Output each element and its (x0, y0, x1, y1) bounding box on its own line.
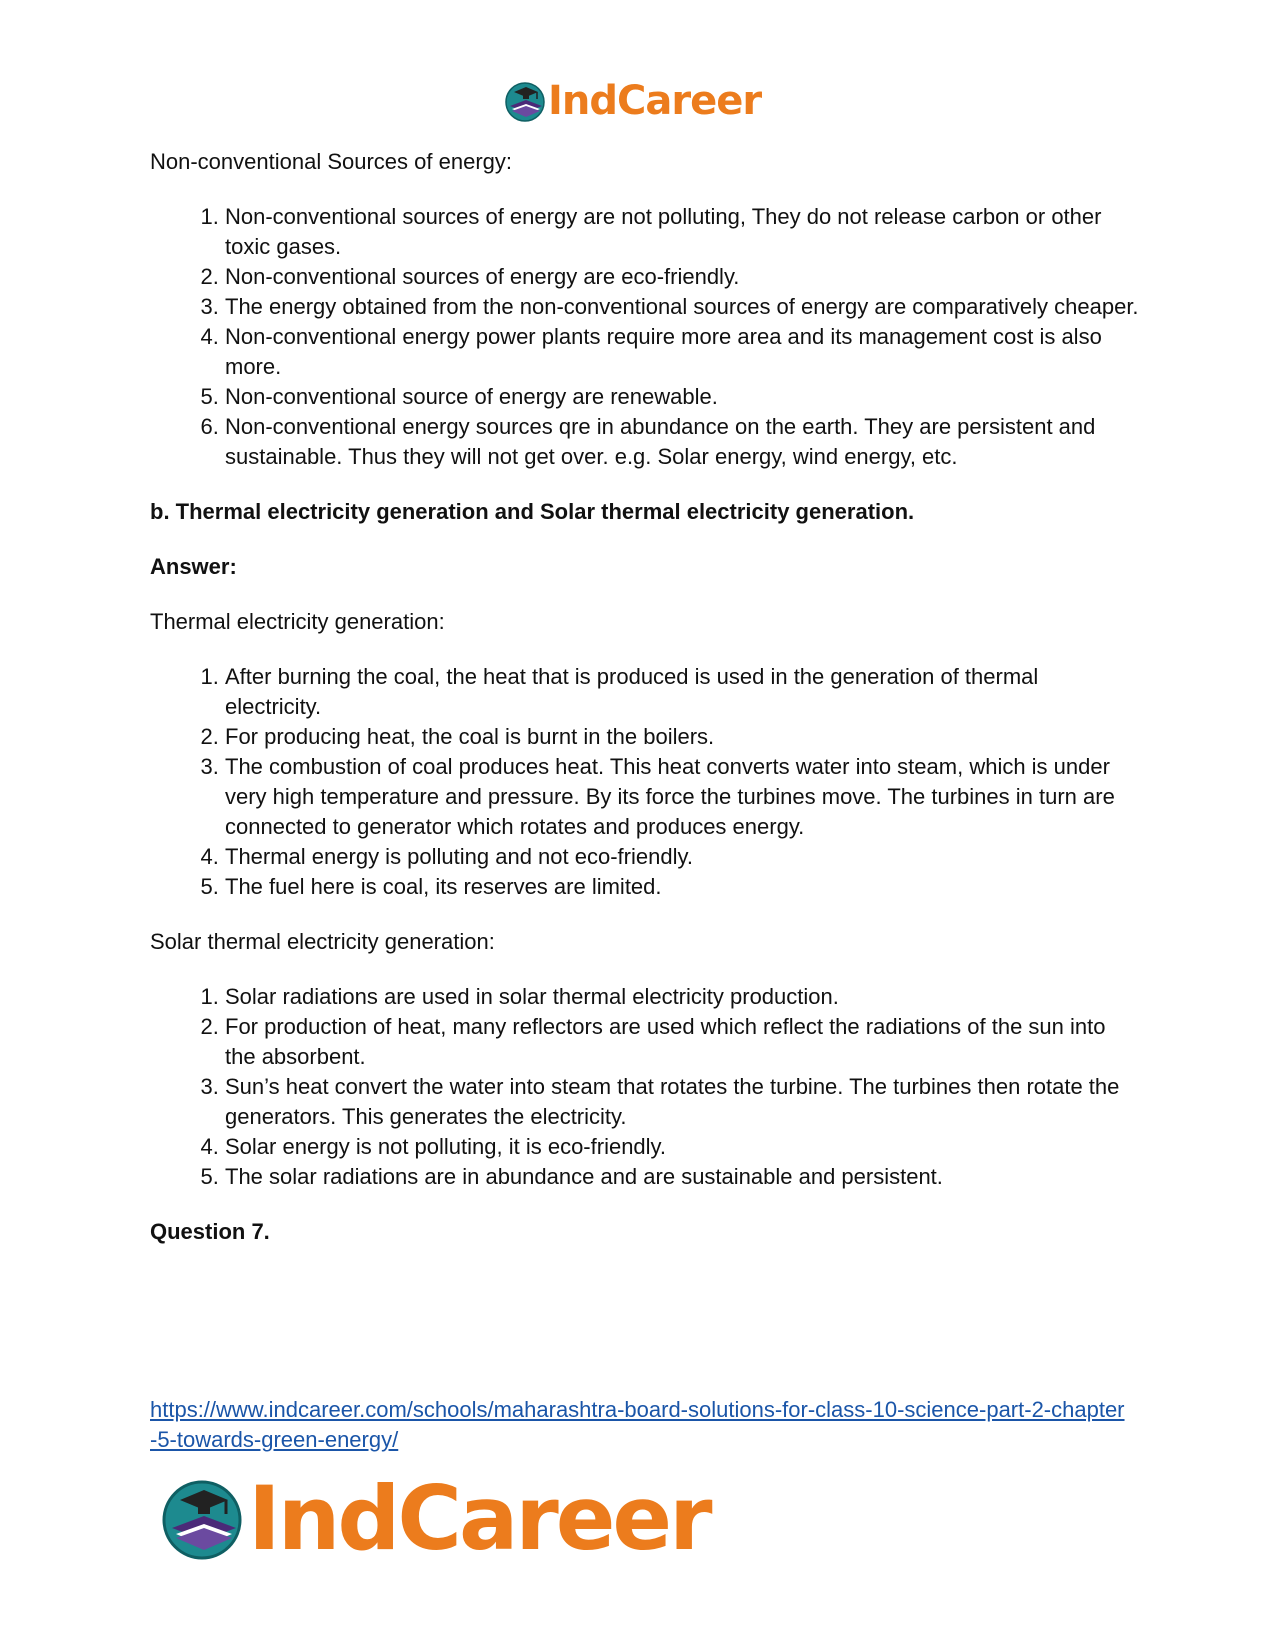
nonconventional-heading: Non-conventional Sources of energy: (150, 149, 512, 174)
list-item: 2. For producing heat, the coal is burnt in the boilers. (225, 722, 1140, 752)
list-item: 2. For production of heat, many reflectors are used which reflect the radiations of the sun into the absorbent. (225, 1012, 1140, 1072)
footer-url-link[interactable]: https://www.indcareer.com/schools/maharashtra-board-solutions-for-class-10-science-part-2-chapter-5-towards-green-energy/ (150, 1397, 1125, 1452)
list-item: 5. The fuel here is coal, its reserves are limited. (225, 872, 1140, 902)
list-item: 3. Sun’s heat convert the water into steam that rotates the turbine. The turbines then rotate the generators. This generates the electricity. (225, 1072, 1140, 1132)
solar-heading: Solar thermal electricity generation: (150, 929, 495, 954)
solar-list (150, 982, 1140, 1192)
list-item: 1. Solar radiations are used in solar thermal electricity production. (225, 982, 1140, 1012)
graduation-book-icon (504, 80, 546, 122)
question-7-heading: Question 7. (150, 1219, 270, 1244)
footer-logo-text: IndCareer (248, 1466, 710, 1570)
answer-label: Answer: (150, 554, 237, 579)
thermal-heading: Thermal electricity generation: (150, 609, 445, 634)
graduation-book-icon (160, 1476, 244, 1560)
list-item: 1. Non-conventional sources of energy are not polluting, They do not release carbon or other toxic gases. (225, 202, 1140, 262)
question-b-heading: b. Thermal electricity generation and Solar thermal electricity generation. (150, 499, 915, 524)
list-item: 3. The combustion of coal produces heat. This heat converts water into steam, which is under very high temperature and pressure. By its force the turbines move. The turbines in turn are connected to generator which rotates and produces energy. (225, 752, 1140, 842)
list-item: 6. Non-conventional energy sources qre in abundance on the earth. They are persistent and sustainable. Thus they will not get over. e.g. Solar energy, wind energy, etc. (225, 412, 1140, 472)
nonconventional-list (150, 202, 1140, 472)
header-logo (504, 78, 761, 124)
list-item: 4. Non-conventional energy power plants require more area and its management cost is also more. (225, 322, 1140, 382)
list-item: 4. Solar energy is not polluting, it is eco-friendly. (225, 1132, 1140, 1162)
footer-logo (160, 1468, 710, 1568)
document-body (150, 147, 1140, 1272)
list-item: 4. Thermal energy is polluting and not eco-friendly. (225, 842, 1140, 872)
list-item: 3. The energy obtained from the non-conventional sources of energy are comparatively cheaper. (225, 292, 1140, 322)
header-logo-text: IndCareer (548, 78, 762, 124)
list-item: 5. The solar radiations are in abundance and are sustainable and persistent. (225, 1162, 1140, 1192)
thermal-list (150, 662, 1140, 902)
list-item: 5. Non-conventional source of energy are renewable. (225, 382, 1140, 412)
list-item: 1. After burning the coal, the heat that is produced is used in the generation of thermal electricity. (225, 662, 1140, 722)
list-item: 2. Non-conventional sources of energy are eco-friendly. (225, 262, 1140, 292)
